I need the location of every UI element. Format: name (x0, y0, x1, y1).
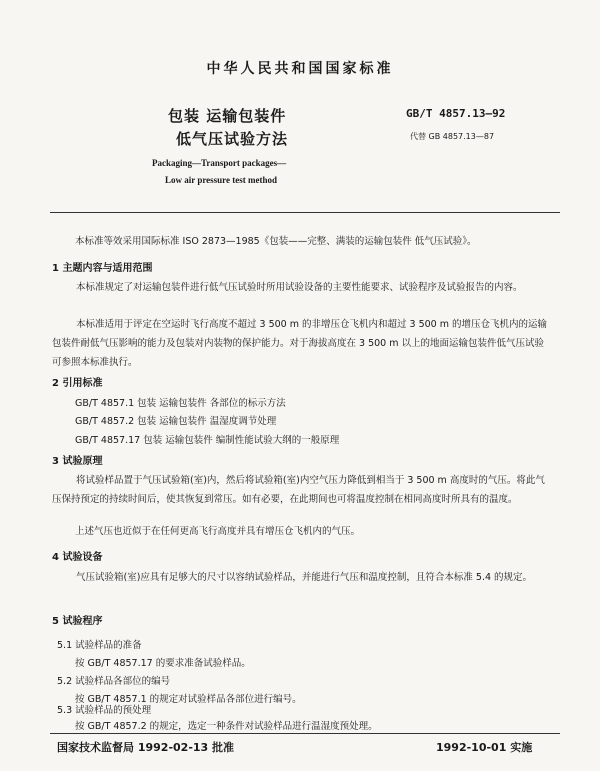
title-line-2: 低气压试验方法 (176, 130, 289, 148)
national-standard-header: 中华人民共和国国家标准 (206, 61, 394, 77)
section-1-heading: 1 主题内容与适用范围 (52, 263, 153, 274)
subsection-5-3-text: 按 GB/T 4857.2 的规定，选定一种条件对试验样品进行温湿度预处理。 (75, 721, 378, 732)
section-3-heading: 3 试验原理 (52, 456, 103, 467)
section-5-heading: 5 试验程序 (52, 616, 103, 627)
reference-item: GB/T 4857.1 包装 运输包装件 各部位的标示方法 (75, 398, 286, 409)
subsection-5-3-title: 5.3 试验样品的预处理 (57, 705, 152, 716)
approval-note: 国家技术监督局 1992-02-13 批准 (57, 741, 235, 754)
reference-item: GB/T 4857.2 包装 运输包装件 温湿度调节处理 (75, 416, 277, 427)
english-title-line-2: Low air pressure test method (165, 175, 277, 185)
section-1-paragraph-2: 本标准适用于评定在空运时飞行高度不超过 3 500 m 的非增压仓飞机内和超过 3 500 m 的增压仓飞机内的运输包装件耐低气压影响的能力及包装对内装物的保护能力。对于海拔高度在 3 500 m 以上的地面运输包装件低气压试验可参照本标准执行。 (52, 319, 548, 368)
subsection-5-2-title: 5.2 试验样品各部位的编号 (57, 676, 171, 687)
standard-number: GB/T 4857.13—92 (406, 107, 506, 120)
intro-paragraph: 本标准等效采用国际标准 ISO 2873—1985《包装——完整、满装的运输包装件 低气压试验》。 (75, 236, 477, 247)
section-4-heading: 4 试验设备 (52, 552, 103, 563)
subsection-5-1-text: 按 GB/T 4857.17 的要求准备试验样品。 (75, 658, 251, 669)
replaces-note: 代替 GB 4857.13—87 (410, 132, 495, 141)
english-title-line-1: Packaging—Transport packages— (152, 158, 287, 168)
footer-divider (50, 733, 560, 734)
subsection-5-2-text: 按 GB/T 4857.1 的规定对试验样品各部位进行编号。 (75, 694, 302, 705)
section-4-paragraph-1: 气压试验箱(室)应具有足够大的尺寸以容纳试验样品，并能进行气压和温度控制，且符合本标准 5.4 的规定。 (76, 572, 533, 583)
title-line-1: 包装 运输包装件 (168, 107, 287, 125)
section-3-paragraph-1: 将试验样品置于气压试验箱(室)内，然后将试验箱(室)内空气压力降低到相当于 3 500 m 高度时的气压。将此气压保持预定的持续时间后，使其恢复到常压。如有必要，在此期间也可将温度控制在相同高度时所具有的温度。 (52, 475, 545, 505)
subsection-5-1-title: 5.1 试验样品的准备 (57, 640, 142, 651)
section-3-paragraph-2: 上述气压也近似于在任何更高飞行高度并具有增压仓飞机内的气压。 (75, 526, 361, 537)
section-2-heading: 2 引用标准 (52, 378, 103, 389)
reference-item: GB/T 4857.17 包装 运输包装件 编制性能试验大纲的一般原理 (75, 435, 340, 446)
section-1-paragraph-1: 本标准规定了对运输包装件进行低气压试验时所用试验设备的主要性能要求、试验程序及试验报告的内容。 (76, 282, 523, 293)
header-divider (50, 212, 560, 213)
implementation-date: 1992-10-01 实施 (436, 741, 533, 754)
